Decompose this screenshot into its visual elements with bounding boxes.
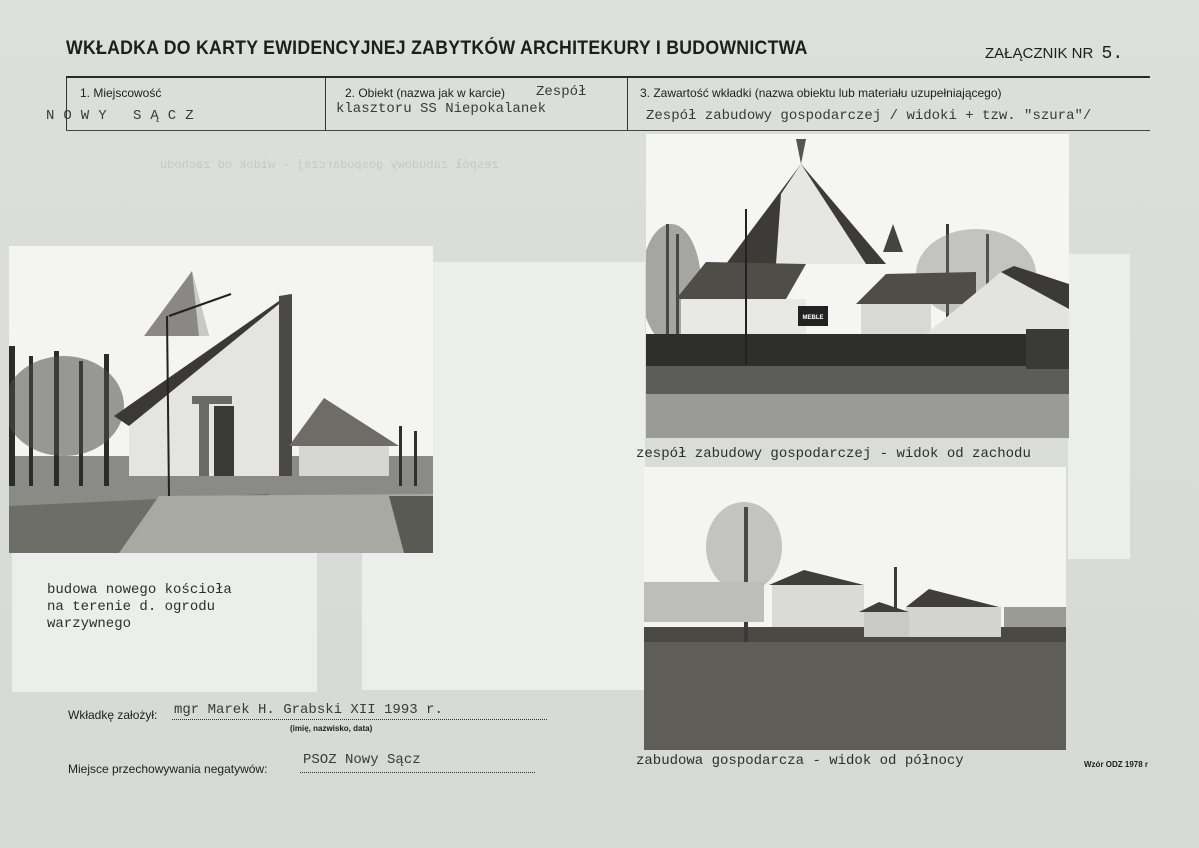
caption-north-view: zabudowa gospodarcza - widok od północy — [636, 753, 964, 769]
photo-new-church — [9, 246, 433, 553]
content-label: 3. Zawartość wkładki (nazwa obiektu lub materiału uzupełniającego) — [640, 86, 1002, 100]
header-rule-bottom — [66, 130, 1150, 131]
cell-divider — [325, 77, 326, 130]
created-by-value: mgr Marek H. Grabski XII 1993 r. — [174, 702, 443, 718]
negatives-value: PSOZ Nowy Sącz — [303, 752, 421, 768]
form-code: Wzór ODZ 1978 r — [1084, 760, 1149, 769]
paper-patch — [1068, 254, 1130, 559]
object-label: 2. Obiekt (nazwa jak w karcie) — [345, 86, 506, 100]
shop-sign-text: MEBLE — [802, 315, 824, 321]
header-rule-top — [66, 76, 1150, 78]
negatives-label: Miejsce przechowywania negatywów: — [68, 762, 268, 776]
created-by-hint: (imię, nazwisko, data) — [290, 724, 373, 733]
content-value: Zespół zabudowy gospodarczej / widoki + tzw. "szura"/ — [646, 108, 1092, 124]
caption-church-line3: warzywnego — [47, 616, 132, 632]
created-by-underline — [172, 719, 547, 720]
caption-church-line2: na terenie d. ogrodu — [47, 599, 216, 615]
object-value-line2: klasztoru SS Niepokalanek — [336, 101, 547, 117]
bleed-through-text: zespół zabudowy gospodarczej - widok od zachodu — [160, 158, 499, 172]
caption-church-line1: budowa nowego kościoła — [47, 582, 232, 598]
photo-west-view — [646, 134, 1069, 438]
cell-divider — [627, 77, 628, 130]
locality-label: 1. Miejscowość — [80, 86, 162, 100]
document-title: WKŁADKA DO KARTY EWIDENCYJNEJ ZABYTKÓW ARCHITEKURY I BUDOWNICTWA — [66, 38, 808, 59]
annex-label — [985, 44, 1123, 64]
annex-label-text: ZAŁĄCZNIK NR — [985, 45, 1094, 62]
photo-north-view — [644, 467, 1066, 750]
locality-value: NOWY SĄCZ — [46, 108, 203, 124]
created-by-label: Wkładkę założył: — [68, 708, 158, 722]
annex-number: 5. — [1101, 44, 1124, 64]
object-value-line1: Zespół — [536, 84, 587, 100]
negatives-underline — [300, 772, 535, 773]
caption-west-view: zespół zabudowy gospodarczej - widok od zachodu — [636, 446, 1031, 462]
